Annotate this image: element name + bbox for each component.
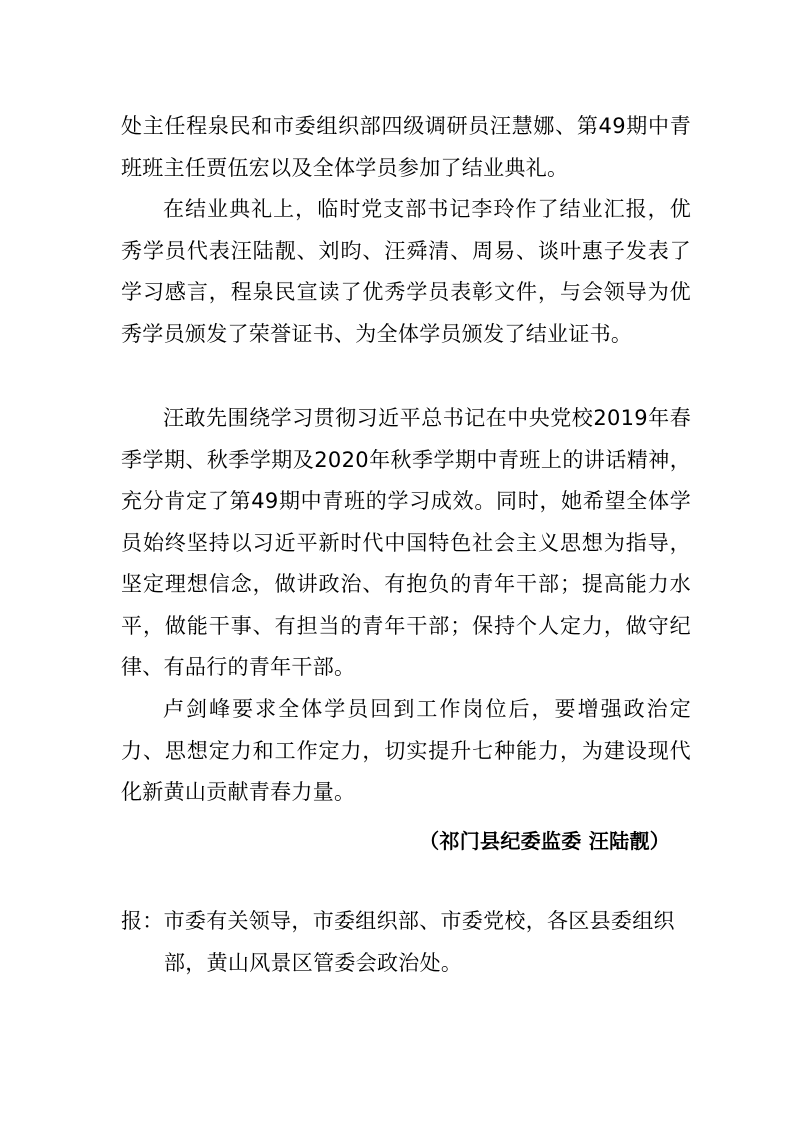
- paragraph-speech-wang: 汪敢先围绕学习贯彻习近平总书记在中央党校2019年春季学期、秋季学期及2020年秋季学期中青班上的讲话精神，充分肯定了第49期中青班的学习成效。同时，她希望全体学员始终坚持以习近平新时代中国特色社会主义思想为指导，坚定理想信念，做讲政治、有抱负的青年干部；提高能力水平，做能干事、有担当的青年干部；保持个人定力，做守纪律、有品行的青年干部。: [121, 406, 691, 679]
- paragraph-ceremony-attendees: 处主任程泉民和市委组织部四级调研员汪慧娜、第49期中青班班主任贾伍宏以及全体学员参加了结业典礼。: [121, 114, 691, 180]
- report-line-1: 报：市委有关领导，市委组织部、市委党校，各区县委组织: [121, 909, 675, 933]
- report-line-2: 部，黄山风景区管委会政治处。: [164, 950, 463, 975]
- paragraph-speech-lu: 卢剑峰要求全体学员回到工作岗位后，要增强政治定力、思想定力和工作定力，切实提升七种能力，为建设现代化新黄山贡献青春力量。: [121, 697, 691, 804]
- paragraph-ceremony-report: 在结业典礼上，临时党支部书记李玲作了结业汇报，优秀学员代表汪陆靓、刘昀、汪舜清、周易、谈叶惠子发表了学习感言，程泉民宣读了优秀学员表彰文件，与会领导为优秀学员颁发了荣誉证书、为全体学员颁发了结业证书。: [121, 197, 691, 346]
- author-signature: （祁门县纪委监委 汪陆靓）: [419, 829, 670, 853]
- report-distribution: [121, 901, 691, 984]
